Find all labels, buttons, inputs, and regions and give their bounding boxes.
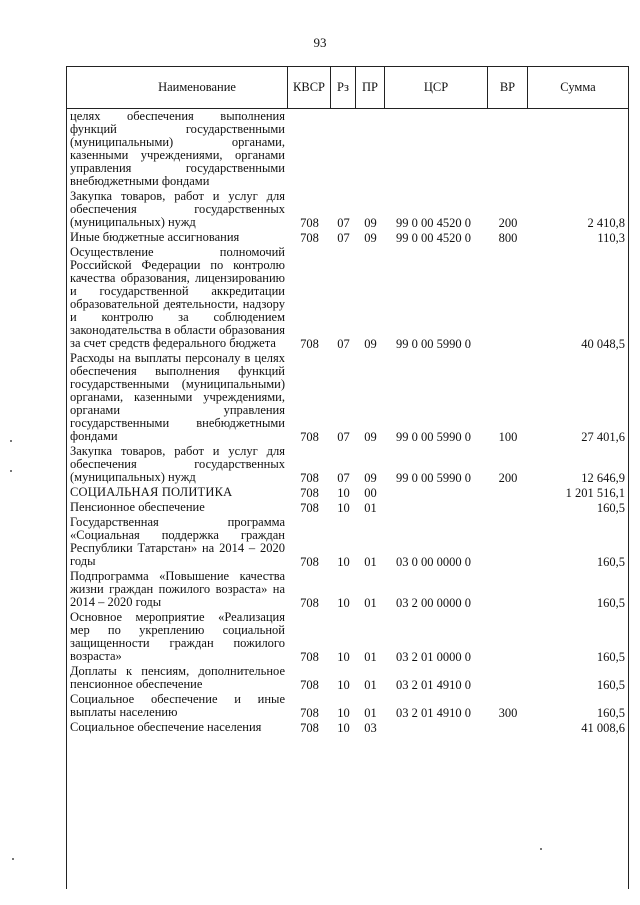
- cell-sum: 40 048,5: [581, 337, 625, 351]
- cell-pr: 09: [364, 471, 377, 485]
- cell-sum: 2 410,8: [587, 216, 625, 230]
- scan-mark: [12, 858, 14, 860]
- table-row: [67, 692, 628, 720]
- header-sum: Сумма: [560, 80, 596, 94]
- cell-rz: 10: [337, 650, 350, 664]
- cell-pr: 09: [364, 430, 377, 444]
- table-row: [67, 109, 628, 189]
- cell-csr: 03 2 01 4910 0: [396, 706, 471, 720]
- table-body: [66, 109, 629, 889]
- cell-csr: 99 0 00 4520 0: [396, 216, 471, 230]
- cell-csr: 03 2 01 4910 0: [396, 678, 471, 692]
- cell-name: Основное мероприятие «Реализация мер по укреплению социальной защищенности граждан пожилого возраста»: [70, 610, 285, 663]
- cell-rz: 07: [337, 471, 350, 485]
- cell-sum: 27 401,6: [581, 430, 625, 444]
- scan-mark: [540, 848, 542, 850]
- cell-pr: 01: [364, 596, 377, 610]
- cell-sum: 110,3: [597, 231, 625, 245]
- cell-kvsr: 708: [300, 501, 319, 515]
- cell-vr: 100: [498, 430, 518, 444]
- cell-rz: 10: [337, 721, 350, 735]
- cell-pr: 01: [364, 501, 377, 515]
- cell-sum: 41 008,6: [581, 721, 625, 735]
- header-vr: ВР: [488, 67, 528, 108]
- table-row: [67, 664, 628, 692]
- cell-sum: 160,5: [596, 501, 625, 515]
- cell-vr: 800: [498, 231, 518, 245]
- cell-sum: 1 201 516,1: [565, 486, 625, 500]
- cell-pr: 01: [364, 678, 377, 692]
- cell-rz: 07: [337, 337, 350, 351]
- cell-kvsr: 708: [300, 486, 319, 500]
- table-row: [67, 189, 628, 230]
- cell-kvsr: 708: [300, 678, 319, 692]
- header-rz: Рз: [331, 67, 356, 108]
- cell-pr: 09: [364, 337, 377, 351]
- cell-rz: 07: [337, 430, 350, 444]
- cell-kvsr: 708: [300, 231, 319, 245]
- table-row: [67, 230, 628, 245]
- cell-pr: 01: [364, 650, 377, 664]
- cell-name: Доплаты к пенсиям, дополнительное пенсионное обеспечение: [70, 664, 285, 691]
- cell-name: СОЦИАЛЬНАЯ ПОЛИТИКА: [70, 485, 233, 499]
- cell-vr: 300: [498, 706, 518, 720]
- cell-kvsr: 708: [300, 650, 319, 664]
- cell-sum: 160,5: [596, 706, 625, 720]
- cell-pr: 09: [364, 231, 377, 245]
- cell-csr: 99 0 00 5990 0: [396, 471, 471, 485]
- header-kvsr: КВСР: [288, 67, 331, 108]
- cell-sum: 12 646,9: [581, 471, 625, 485]
- budget-table: [66, 66, 629, 889]
- cell-pr: 09: [364, 216, 377, 230]
- cell-csr: 99 0 00 5990 0: [396, 337, 471, 351]
- cell-kvsr: 708: [300, 721, 319, 735]
- cell-name: Осуществление полномочий Российской Федерации по контролю качества образования, лицензированию и государственной аккредитации образовательной деятельности, надзору и контролю за соблюдением законодательства в области образования за счет средств федерального бюджета: [70, 245, 285, 350]
- cell-kvsr: 708: [300, 596, 319, 610]
- cell-vr: 200: [498, 216, 518, 230]
- cell-pr: 03: [364, 721, 377, 735]
- cell-name: Социальное обеспечение и иные выплаты населению: [70, 692, 285, 719]
- cell-csr: 99 0 00 5990 0: [396, 430, 471, 444]
- header-csr: ЦСР: [385, 67, 488, 108]
- header-pr: ПР: [356, 67, 385, 108]
- cell-kvsr: 708: [300, 471, 319, 485]
- cell-name: целях обеспечения выполнения функций государственными (муниципальными) органами, казенными учреждениями, органами управления государственными внебюджетными фондами: [70, 109, 285, 188]
- cell-kvsr: 708: [300, 555, 319, 569]
- cell-name: Закупка товаров, работ и услуг для обеспечения государственных (муниципальных) нужд: [70, 189, 285, 229]
- cell-sum: 160,5: [596, 555, 625, 569]
- cell-name: Государственная программа «Социальная поддержка граждан Республики Татарстан» на 2014 – 2020 годы: [70, 515, 285, 568]
- cell-name: Подпрограмма «Повышение качества жизни граждан пожилого возраста» на 2014 – 2020 годы: [70, 569, 285, 609]
- cell-name: Иные бюджетные ассигнования: [70, 230, 240, 244]
- cell-csr: 03 2 00 0000 0: [396, 596, 471, 610]
- table-row: [67, 485, 628, 500]
- table-row: [67, 245, 628, 351]
- cell-rz: 10: [337, 706, 350, 720]
- header-name: Наименование: [67, 67, 288, 108]
- cell-rz: 10: [337, 596, 350, 610]
- cell-sum: 160,5: [596, 678, 625, 692]
- cell-sum: 160,5: [596, 650, 625, 664]
- cell-rz: 10: [337, 678, 350, 692]
- cell-name: Закупка товаров, работ и услуг для обеспечения государственных (муниципальных) нужд: [70, 444, 285, 484]
- cell-pr: 01: [364, 706, 377, 720]
- cell-kvsr: 708: [300, 216, 319, 230]
- cell-kvsr: 708: [300, 337, 319, 351]
- cell-name: Расходы на выплаты персоналу в целях обеспечения выполнения функций государственными (муниципальными) органами, казенными учреждениями, органами управления государственными внебюджетными фондами: [70, 351, 285, 443]
- cell-rz: 10: [337, 555, 350, 569]
- table-row: [67, 569, 628, 610]
- table-row: [67, 500, 628, 515]
- scan-mark: [10, 440, 12, 442]
- scan-mark: [10, 470, 12, 472]
- cell-csr: 03 2 01 0000 0: [396, 650, 471, 664]
- table-row: [67, 444, 628, 485]
- table-header: [66, 66, 629, 109]
- cell-name: Пенсионное обеспечение: [70, 500, 205, 514]
- cell-kvsr: 708: [300, 430, 319, 444]
- cell-pr: 01: [364, 555, 377, 569]
- table-row: [67, 610, 628, 664]
- cell-csr: 99 0 00 4520 0: [396, 231, 471, 245]
- cell-rz: 07: [337, 231, 350, 245]
- table-row: [67, 515, 628, 569]
- cell-csr: 03 0 00 0000 0: [396, 555, 471, 569]
- table-row: [67, 720, 628, 735]
- cell-rz: 10: [337, 501, 350, 515]
- cell-sum: 160,5: [596, 596, 625, 610]
- cell-kvsr: 708: [300, 706, 319, 720]
- table-row: [67, 351, 628, 444]
- cell-vr: 200: [498, 471, 518, 485]
- cell-rz: 07: [337, 216, 350, 230]
- cell-name: Социальное обеспечение населения: [70, 720, 262, 734]
- cell-pr: 00: [364, 486, 377, 500]
- page-number: 93: [313, 35, 327, 50]
- cell-rz: 10: [337, 486, 350, 500]
